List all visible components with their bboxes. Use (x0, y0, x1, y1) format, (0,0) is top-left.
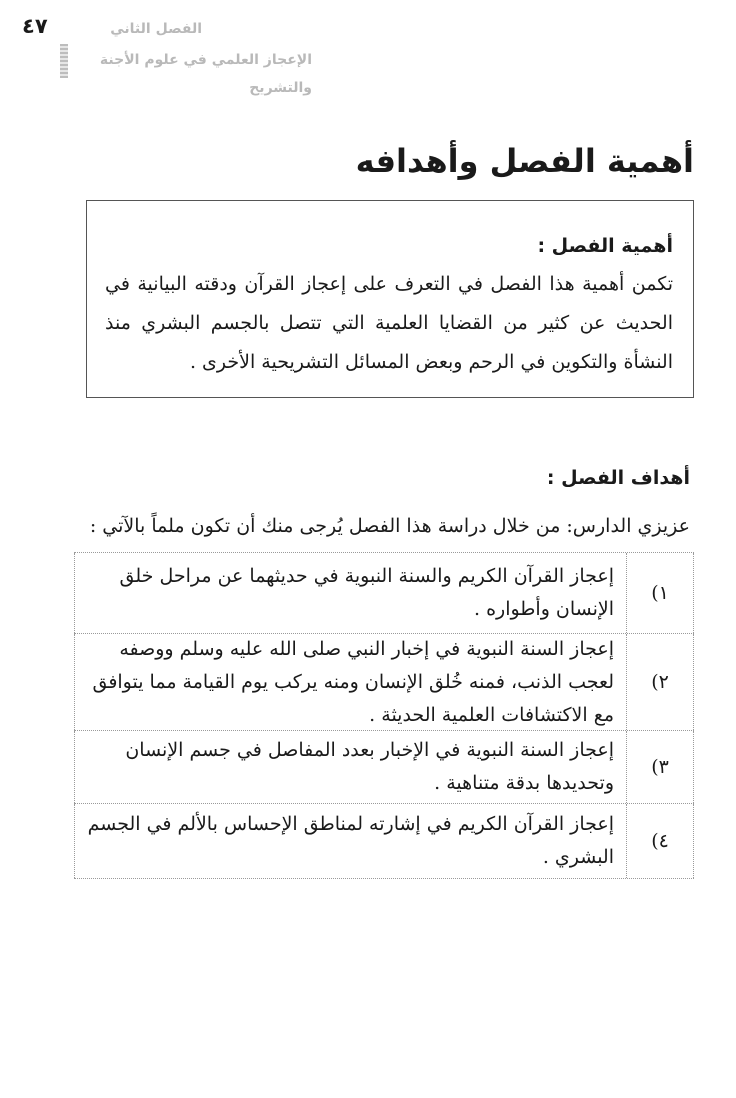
section-title: أهمية الفصل وأهدافه (355, 142, 694, 180)
page-number: ٤٧ (22, 14, 48, 38)
goals-table (74, 552, 694, 879)
goal-row (74, 633, 694, 730)
goal-text: إعجاز السنة النبوية في إخبار النبي صلى الله عليه وسلم ووصفه لعجب الذنب، فمنه خُلق الإنسان ومنه يركب يوم القيامة مما يتوافق مع الاكتشافات العلمية الحديثة . (74, 634, 626, 730)
chapter-label: الفصل الثاني (110, 21, 202, 37)
goals-intro: عزيزي الدارس: من خلال دراسة هذا الفصل يُرجى منك أن تكون ملماً بالآتي : (89, 515, 690, 537)
goal-number: ٣) (626, 731, 694, 803)
header-ornament (60, 44, 68, 78)
goal-number: ٢) (626, 634, 694, 730)
goal-row (74, 730, 694, 803)
goal-number: ٤) (626, 804, 694, 878)
chapter-subtitle: الإعجاز العلمي في علوم الأجنة والتشريح (99, 52, 312, 96)
goal-text: إعجاز السنة النبوية في الإخبار بعدد المفاصل في جسم الإنسان وتحديدها بدقة متناهية . (74, 731, 626, 803)
importance-heading: أهمية الفصل : (537, 235, 673, 257)
importance-paragraph: تكمن أهمية هذا الفصل في التعرف على إعجاز القرآن ودقته البيانية في الحديث عن كثير من القضايا العلمية التي تتصل بالجسم البشري منذ النشأة والتكوين في الرحم وبعض المسائل التشريحية الأخرى . (105, 273, 673, 373)
goal-row (74, 803, 694, 879)
goal-number: ١) (626, 553, 694, 633)
goal-text: إعجاز القرآن الكريم والسنة النبوية في حديثهما عن مراحل خلق الإنسان وأطواره . (74, 553, 626, 633)
running-header (62, 18, 312, 102)
goal-row (74, 552, 694, 633)
importance-box (86, 200, 694, 398)
goals-heading: أهداف الفصل : (546, 467, 690, 489)
goal-text: إعجاز القرآن الكريم في إشارته لمناطق الإحساس بالألم في الجسم البشري . (74, 804, 626, 878)
